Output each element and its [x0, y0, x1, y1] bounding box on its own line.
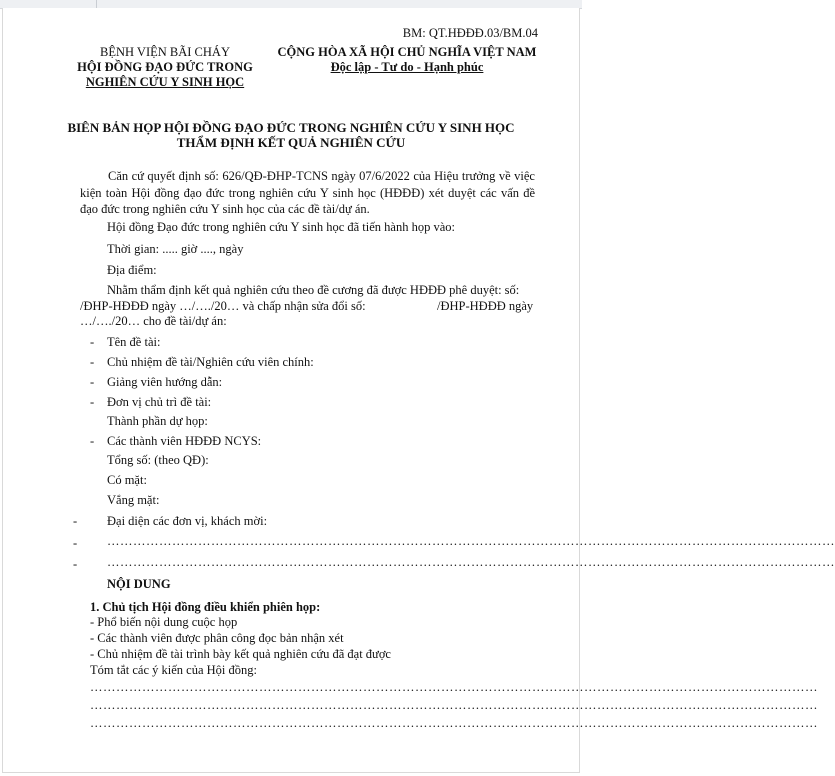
meeting-intro: Hội đồng Đạo đức trong nghiên cứu Y sinh học đã tiến hành họp vào:: [107, 220, 455, 234]
fill-line: ……………………………………………………………………………………………………………………………………………………: [90, 698, 818, 712]
nation-header: [272, 45, 542, 75]
bullet-dash: -: [90, 355, 95, 369]
hospital-name: BỆNH VIỆN BÃI CHÁY: [100, 45, 230, 59]
review-line-3: …/…./20… cho đề tài/dự án:: [80, 314, 227, 328]
attendees-label: Thành phần dự họp:: [107, 414, 208, 428]
content-heading: NỘI DUNG: [107, 577, 171, 591]
committee-name: HỘI ĐỒNG ĐẠO ĐỨC TRONG: [77, 60, 253, 74]
unit-field: Đơn vị chủ trì đề tài:: [107, 395, 212, 409]
section-1-item: - Chủ nhiệm đề tài trình bày kết quả nghiên cứu đã đạt được: [90, 647, 391, 661]
summary-label: Tóm tắt các ý kiến của Hội đồng:: [90, 663, 257, 677]
bullet-dash: -: [90, 335, 95, 349]
hospital-header: [70, 45, 260, 90]
fill-line: ……………………………………………………………………………………………………………………………………………………: [107, 534, 835, 548]
place-field: Địa điểm:: [107, 263, 157, 277]
bullet-dash: -: [73, 536, 78, 550]
fill-line: ……………………………………………………………………………………………………………………………………………………: [90, 716, 818, 730]
bullet-dash: -: [73, 557, 78, 571]
bullet-dash: -: [73, 514, 78, 528]
nation-motto: Độc lập - Tư do - Hạnh phúc: [330, 60, 484, 74]
nation-name: CỘNG HÒA XÃ HỘI CHỦ NGHĨA VIỆT NAM: [277, 45, 537, 59]
review-line-2a: /ĐHP-HĐĐĐ ngày …/…./20… và chấp nhận sửa đổi số:: [80, 299, 366, 313]
members-field: Các thành viên HĐĐĐ NCYS:: [107, 434, 262, 448]
section-1-item: - Phổ biến nội dung cuộc họp: [90, 615, 238, 629]
bullet-dash: -: [90, 434, 95, 448]
present-field: Có mặt:: [107, 473, 147, 487]
section-1-heading: 1. Chủ tịch Hội đồng điều khiển phiên họp:: [90, 600, 321, 614]
fill-line: ……………………………………………………………………………………………………………………………………………………: [107, 555, 835, 569]
section-1-item: - Các thành viên được phân công đọc bản nhận xét: [90, 631, 344, 645]
review-line-1: Nhằm thẩm định kết quả nghiên cứu theo đề cương đã được HĐĐĐ phê duyệt: số:: [107, 283, 520, 297]
fill-line: ……………………………………………………………………………………………………………………………………………………: [90, 680, 818, 694]
topic-field: Tên đề tài:: [107, 335, 161, 349]
pi-field: Chủ nhiệm đề tài/Nghiên cứu viên chính:: [107, 355, 314, 369]
bullet-dash: -: [90, 395, 95, 409]
document-subtitle: THẨM ĐỊNH KẾT QUẢ NGHIÊN CỨU: [176, 135, 406, 150]
advisor-field: Giảng viên hướng dẫn:: [107, 375, 223, 389]
guests-field: Đại diện các đơn vị, khách mời:: [107, 514, 268, 528]
intro-paragraph: Căn cứ quyết định số: 626/QĐ-ĐHP-TCNS ngày 07/6/2022 của Hiệu trưởng về việc kiện toàn Hội đồng đạo đức trong nghiên cứu Y sinh học (HĐĐĐ) xét duyệt các vấn đề đạo đức trong nghiên cứu Y sinh học của các đề tài/dự án.: [80, 169, 535, 216]
absent-field: Vắng mặt:: [107, 493, 160, 507]
document-title: BIÊN BẢN HỌP HỘI ĐỒNG ĐẠO ĐỨC TRONG NGHIÊN CỨU Y SINH HỌC: [67, 120, 515, 135]
form-code: BM: QT.HĐĐĐ.03/BM.04: [402, 26, 538, 40]
bullet-dash: -: [90, 375, 95, 389]
total-field: Tổng số: (theo QĐ):: [107, 453, 209, 467]
committee-name-2: NGHIÊN CỨU Y SINH HỌC: [85, 75, 245, 89]
time-field: Thời gian: ..... giờ ...., ngày: [107, 242, 244, 256]
review-line-2b: /ĐHP-HĐĐĐ ngày: [437, 299, 534, 313]
